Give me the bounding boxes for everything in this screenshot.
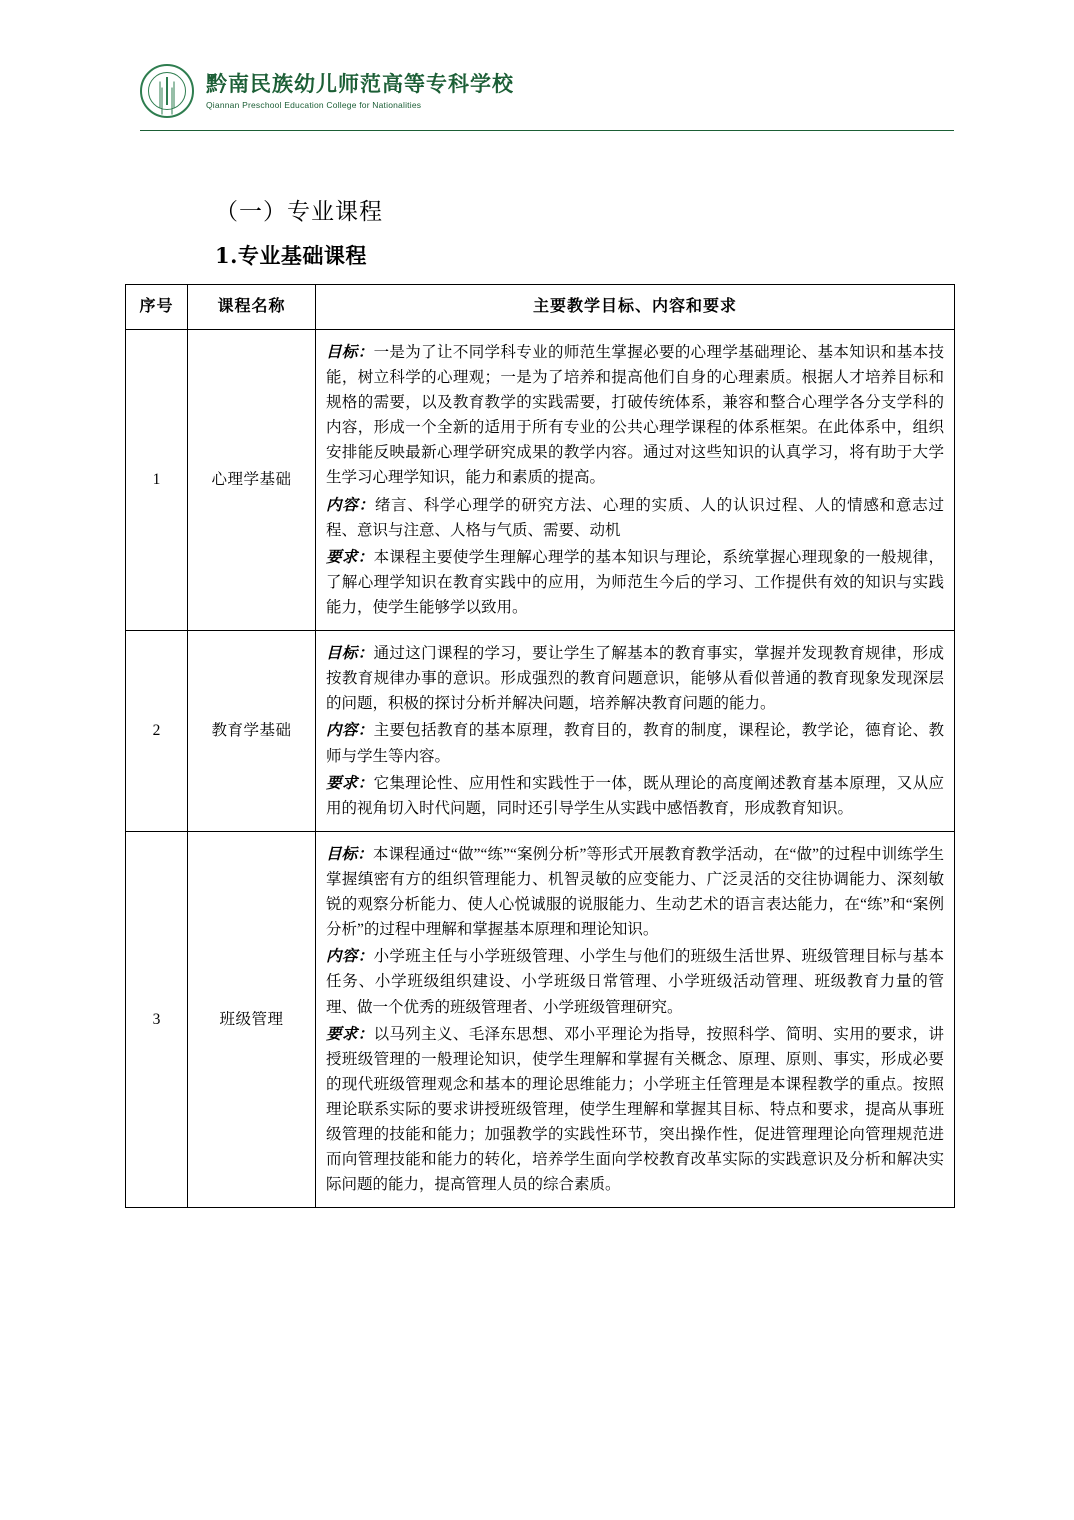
column-header-description: 主要教学目标、内容和要求	[316, 285, 955, 330]
logo-name-chinese: 黔南民族幼儿师范高等专科学校	[206, 71, 514, 97]
require-paragraph	[326, 1021, 944, 1198]
table-row	[126, 329, 955, 630]
require-paragraph	[326, 544, 944, 620]
column-header-no: 序号	[126, 285, 188, 330]
row-number: 2	[126, 631, 188, 832]
goal-label: 目标：	[326, 643, 374, 663]
goal-paragraph	[326, 339, 944, 491]
section-heading: （一）专业课程	[215, 199, 383, 225]
subsection-heading: 1.专业基础课程	[215, 243, 367, 268]
content-paragraph	[326, 492, 944, 543]
content-paragraph	[326, 717, 944, 768]
row-number: 1	[126, 329, 188, 630]
require-text: 它集理论性、应用性和实践性于一体，既从理论的高度阐述教育基本原理，又从应用的视角切入时代问题，同时还引导学生从实践中感悟教育，形成教育知识。	[326, 774, 944, 817]
row-number: 3	[126, 831, 188, 1208]
require-label: 要求：	[326, 772, 374, 792]
table-row	[126, 631, 955, 832]
goal-paragraph	[326, 841, 944, 942]
page-header	[0, 60, 1074, 131]
goal-text: 通过这门课程的学习，要让学生了解基本的教育事实，掌握并发现教育规律，形成按教育规律办事的意识。形成强烈的教育问题意识，能够从看似普通的教育现象发现深层的问题，积极的探讨分析并解决问题，培养解决教育问题的能力。	[326, 645, 944, 713]
content-label: 内容：	[326, 946, 374, 966]
logo-name-english: Qiannan Preschool Education College for Nationalities	[206, 99, 422, 110]
header-divider	[140, 130, 954, 131]
institution-logo	[140, 60, 954, 122]
goal-text: 本课程通过“做”“练”“案例分析”等形式开展教育教学活动，在“做”的过程中训练学生掌握缜密有方的组织管理能力、机智灵敏的应变能力、广泛灵活的交往协调能力、深刻敏锐的观察分析能力、使人心悦诚服的说服能力、生动艺术的语言表达能力，在“练”和“案例分析”的过程中理解和掌握基本原理和理论知识。	[326, 845, 944, 939]
content-label: 内容：	[326, 494, 375, 514]
document-body	[0, 193, 1074, 1208]
content-text: 绪言、科学心理学的研究方法、心理的实质、人的认识过程、人的情感和意志过程、意识与注意、人格与气质、需要、动机	[326, 496, 944, 539]
require-label: 要求：	[326, 546, 374, 566]
tree-emblem-icon	[140, 64, 194, 118]
course-name: 班级管理	[188, 831, 316, 1208]
logo-text-block	[206, 72, 514, 109]
goal-label: 目标：	[326, 843, 373, 863]
content-text: 小学班主任与小学班级管理、小学生与他们的班级生活世界、班级管理目标与基本任务、小学班级组织建设、小学班级日常管理、小学班级活动管理、班级教育力量的管理、做一个优秀的班级管理者、小学班级管理研究。	[326, 948, 944, 1016]
require-label: 要求：	[326, 1023, 374, 1043]
content-paragraph	[326, 943, 944, 1019]
table-row	[126, 831, 955, 1208]
table-header-row	[126, 285, 955, 330]
course-table	[125, 284, 955, 1208]
content-text: 主要包括教育的基本原理，教育目的，教育的制度，课程论，教学论，德育论、教师与学生等内容。	[326, 722, 944, 765]
course-description	[316, 631, 955, 832]
course-description	[316, 329, 955, 630]
goal-label: 目标：	[326, 341, 374, 361]
column-header-course-name: 课程名称	[188, 285, 316, 330]
goal-paragraph	[326, 640, 944, 716]
require-paragraph	[326, 770, 944, 821]
course-description	[316, 831, 955, 1208]
content-label: 内容：	[326, 720, 374, 740]
require-text: 以马列主义、毛泽东思想、邓小平理论为指导，按照科学、简明、实用的要求，讲授班级管理的一般理论知识，使学生理解和掌握有关概念、原理、原则、事实，形成必要的现代班级管理观念和基本的理论思维能力；小学班主任管理是本课程教学的重点。按照理论联系实际的要求讲授班级管理，使学生理解和掌握其目标、特点和要求，提高从事班级管理的技能和能力；加强教学的实践性环节，突出操作性，促进管理理论向管理规范进而向管理技能和能力的转化，培养学生面向学校教育改革实际的实践意识及分析和解决实际问题的能力，提高管理人员的综合素质。	[326, 1025, 944, 1194]
course-name: 教育学基础	[188, 631, 316, 832]
require-text: 本课程主要使学生理解心理学的基本知识与理论，系统掌握心理现象的一般规律，了解心理学知识在教育实践中的应用，为师范生今后的学习、工作提供有效的知识与实践能力，使学生能够学以致用。	[326, 548, 944, 616]
course-name: 心理学基础	[188, 329, 316, 630]
goal-text: 一是为了让不同学科专业的师范生掌握必要的心理学基础理论、基本知识和基本技能，树立科学的心理观；一是为了培养和提高他们自身的心理素质。根据人才培养目标和规格的需要，以及教育教学的实践需要，打破传统体系，兼容和整合心理学各分支学科的内容，形成一个全新的适用于所有专业的公共心理学课程的体系框架。在此体系中，组织安排能反映最新心理学研究成果的教学内容。通过对这些知识的认真学习，将有助于大学生学习心理学知识，能力和素质的提高。	[326, 343, 944, 487]
